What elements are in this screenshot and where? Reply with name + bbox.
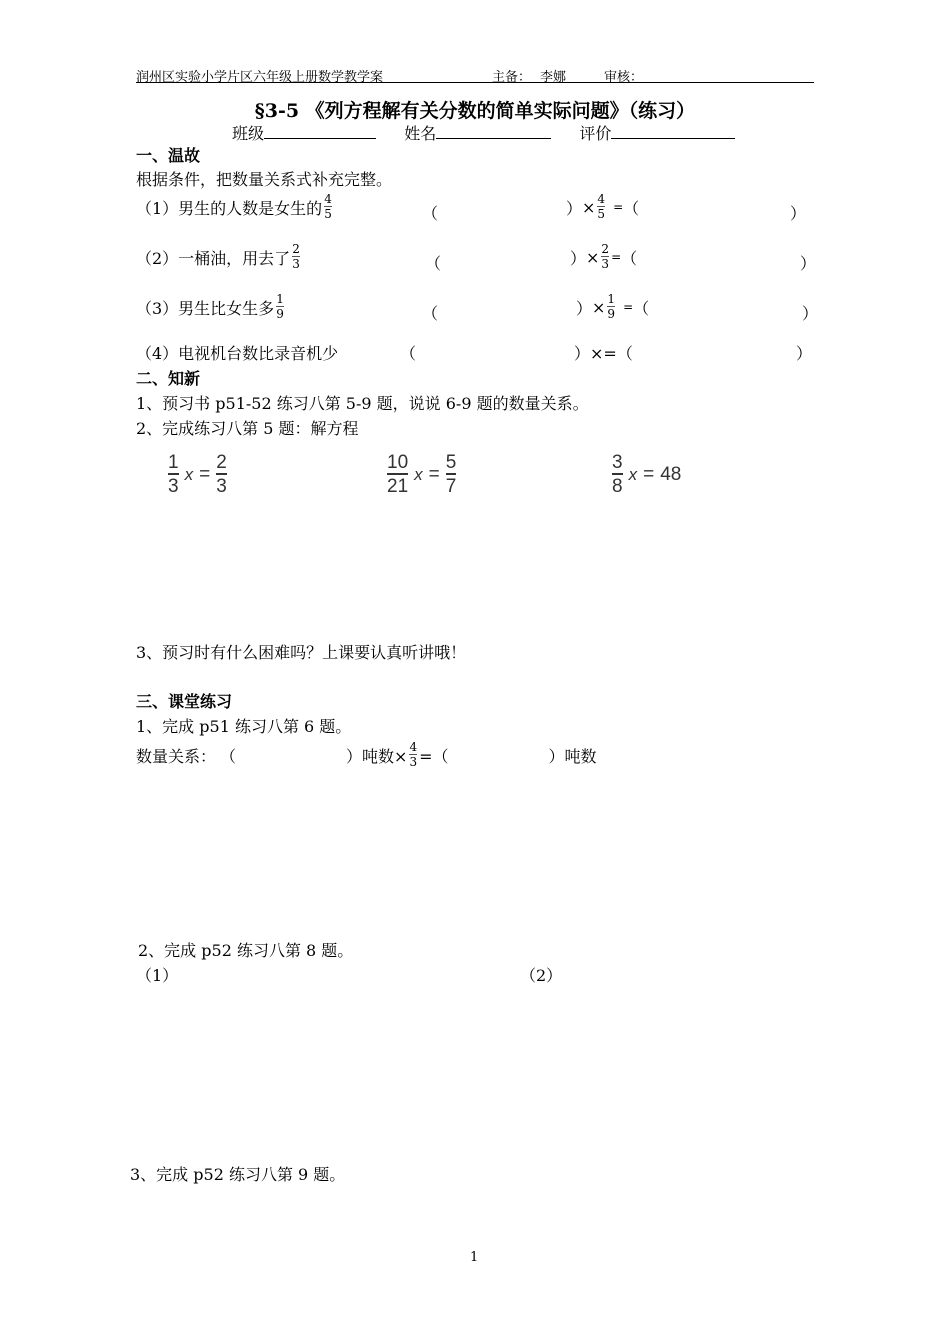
header-author: 李娜: [540, 70, 567, 85]
item-1-fraction: $\frac{4}{5}$: [324, 192, 332, 221]
item-3-close: ）: [802, 304, 819, 323]
item-2-fraction: $\frac{2}{3}$: [292, 242, 300, 271]
header-author-label: 主备：: [492, 70, 532, 85]
header-school: 润州区实验小学片区六年级上册数学教学案: [136, 70, 384, 85]
class-label: 班级: [232, 124, 265, 143]
section2-line3: 3、预习时有什么困难吗？上课要认真听讲哦！: [136, 643, 467, 662]
item-2-mid: ） × $\frac{2}{3}$ = （: [570, 242, 638, 271]
info-line: [232, 121, 735, 144]
section2-heading: 二、知新: [136, 369, 201, 388]
eval-label: 评价: [579, 124, 612, 143]
equation-1: $\frac{1}{3}$ x = $\frac{2}{3}$: [168, 452, 227, 497]
item-4-text: （4）电视机台数比录音机少: [136, 344, 339, 363]
header-reviewer-label: 审核：: [604, 70, 644, 85]
section1-heading: 一、温故: [136, 146, 201, 165]
item-3-open: （: [422, 304, 439, 323]
section3-q1: 1、完成 p51 练习八第 6 题。: [136, 717, 352, 736]
name-label: 姓名: [404, 124, 437, 143]
eval-blank: [611, 122, 735, 139]
name-blank: [436, 122, 551, 139]
item-2: [136, 243, 302, 271]
relation-label: 数量关系：: [136, 746, 217, 766]
item-4-close: ）: [796, 344, 813, 363]
item-1: [136, 193, 334, 221]
item-2-close: ）: [800, 254, 817, 273]
item-4-mid: ）×=（: [574, 344, 633, 363]
section2-line2: 2、完成练习八第 5 题：解方程: [136, 419, 359, 438]
section3-heading: 三、课堂练习: [136, 692, 233, 711]
page-title: §3-5 《列方程解有关分数的简单实际问题》（练习）: [254, 100, 696, 122]
section3-q2: 2、完成 p52 练习八第 8 题。: [138, 941, 354, 960]
item-1-mid: ） × $\frac{4}{5}$ = （: [566, 192, 640, 221]
relation-fraction: $\frac{4}{3}$: [409, 740, 418, 769]
equation-2: $\frac{10}{21}$ x = $\frac{5}{7}$: [387, 452, 457, 497]
section3-q3: 3、完成 p52 练习八第 9 题。: [130, 1165, 346, 1184]
item-2-open: （: [425, 254, 442, 273]
item-2-text: （2）一桶油，用去了: [136, 248, 291, 268]
item-3: [136, 293, 286, 321]
section3-q2-part2: （2）: [520, 966, 563, 985]
quantity-relation: 数量关系： （ ）吨数× $\frac{4}{3}$ =（ ）吨数: [136, 740, 597, 769]
item-3-mid: ） × $\frac{1}{9}$ = （: [576, 292, 650, 321]
section1-intro: 根据条件，把数量关系式补充完整。: [136, 170, 393, 189]
item-1-open: （: [422, 204, 439, 223]
section2-line1: 1、预习书 p51-52 练习八第 5-9 题，说说 6-9 题的数量关系。: [136, 394, 589, 413]
item-1-text: （1）男生的人数是女生的: [136, 198, 323, 218]
page-number: 1: [470, 1250, 479, 1265]
class-blank: [264, 122, 376, 139]
item-1-close: ）: [790, 204, 807, 223]
item-3-text: （3）男生比女生多: [136, 298, 275, 318]
header-rule: [136, 82, 814, 83]
item-4-open: （: [400, 344, 417, 363]
section3-q2-part1: （1）: [136, 966, 179, 985]
item-3-fraction: $\frac{1}{9}$: [276, 292, 284, 321]
equation-3: $\frac{3}{8}$ x = 48: [612, 452, 682, 497]
